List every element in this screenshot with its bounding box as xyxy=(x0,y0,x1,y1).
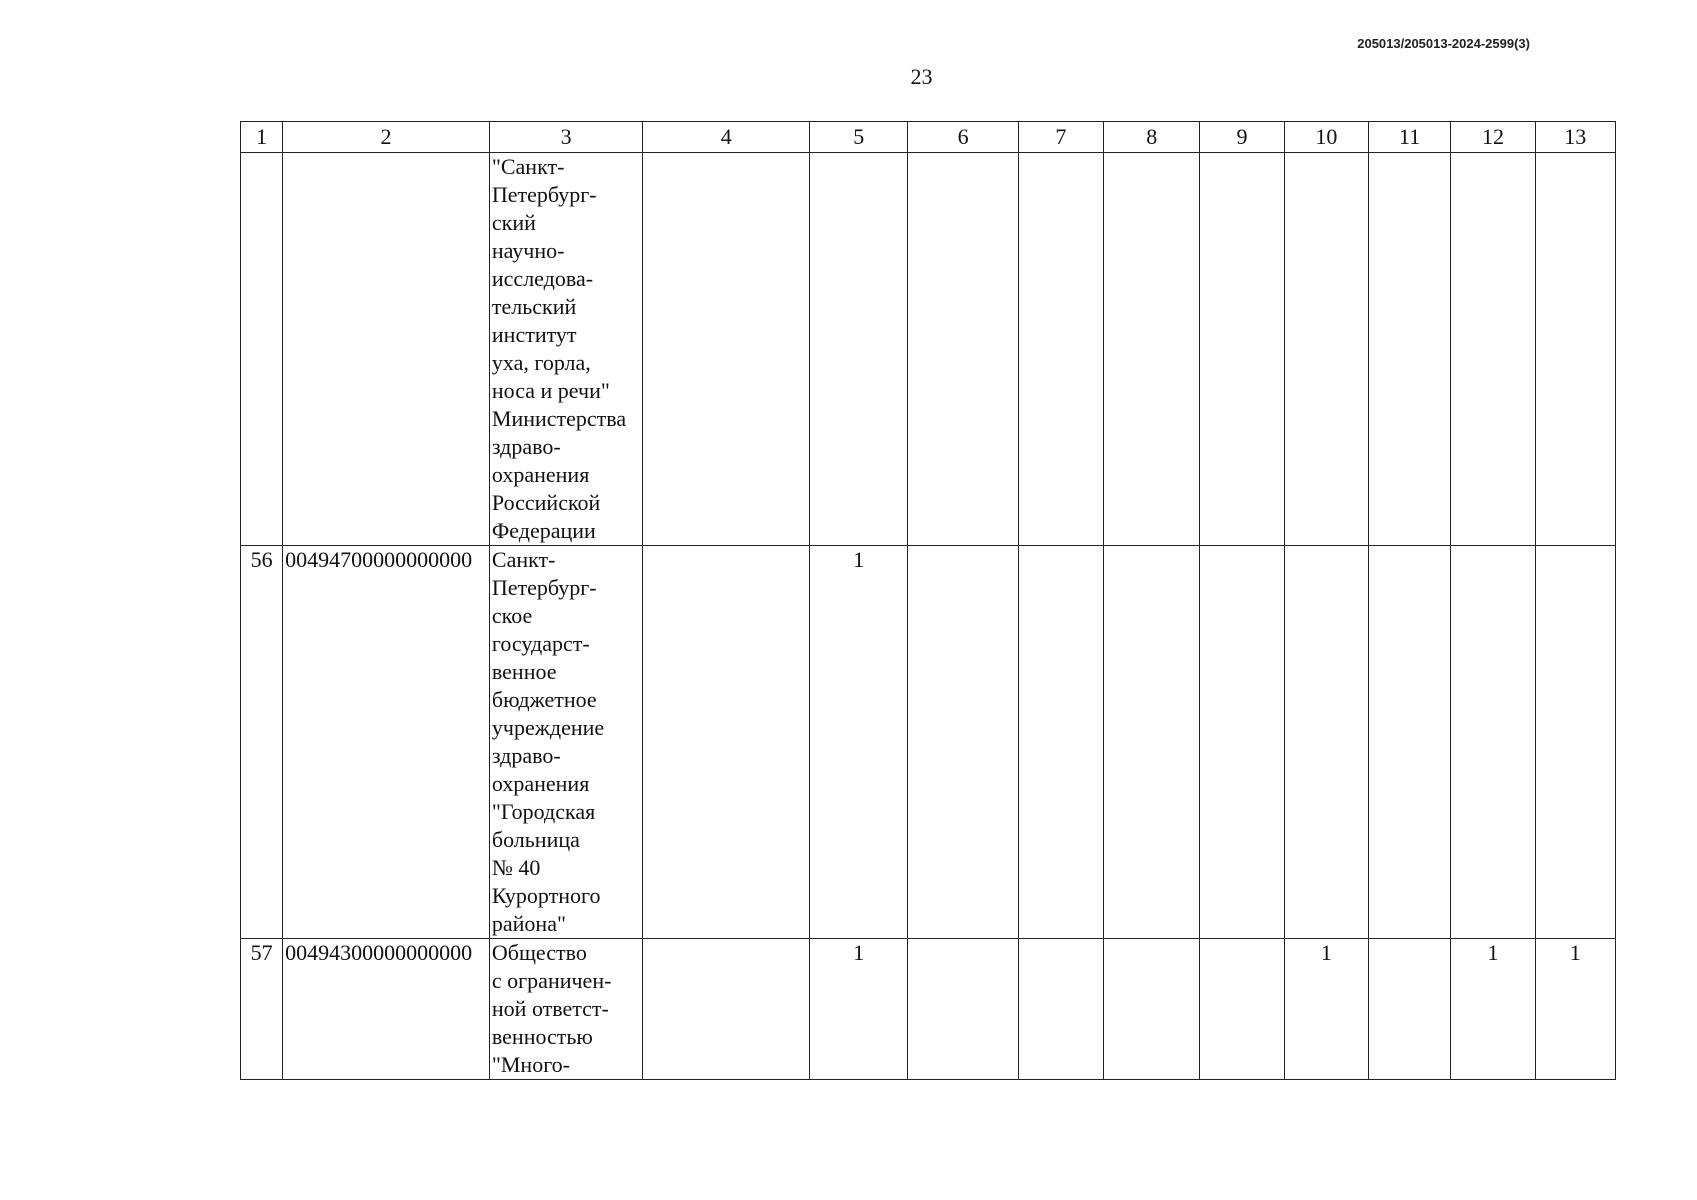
organization-name-line: государст- xyxy=(491,631,590,656)
value-cell-col-5 xyxy=(810,153,908,546)
value-cell-col-10 xyxy=(1284,153,1368,546)
value-cell-col-8 xyxy=(1104,153,1200,546)
value-cell-col-13: 1 xyxy=(1535,939,1615,1080)
value-cell-col-9 xyxy=(1200,546,1284,939)
organization-name-line: Курортного xyxy=(491,883,601,908)
value-cell-col-13 xyxy=(1535,153,1615,546)
organization-name-line: институт xyxy=(491,322,577,347)
row-number: 56 xyxy=(241,546,283,939)
organization-name-line: Санкт- xyxy=(491,547,556,572)
column-header: 3 xyxy=(489,122,643,153)
organization-name-line: здраво- xyxy=(491,434,561,459)
column-header: 12 xyxy=(1451,122,1535,153)
organization-name xyxy=(489,939,643,1080)
value-cell-col-6 xyxy=(908,939,1018,1080)
value-cell-col-11 xyxy=(1369,153,1451,546)
organization-code: 00494700000000000 xyxy=(283,546,490,939)
value-cell-col-12 xyxy=(1451,546,1535,939)
table-row xyxy=(241,939,1616,1080)
column-header: 4 xyxy=(643,122,810,153)
value-cell-col-8 xyxy=(1104,939,1200,1080)
column-header: 11 xyxy=(1369,122,1451,153)
organization-code: 00494300000000000 xyxy=(283,939,490,1080)
organization-name-line: уха, горла, xyxy=(491,350,591,375)
organization-name-line: Российской xyxy=(491,490,601,515)
organization-name-line: охранения xyxy=(491,771,590,796)
value-cell-col-9 xyxy=(1200,153,1284,546)
table-row xyxy=(241,153,1616,546)
value-cell-col-5: 1 xyxy=(810,546,908,939)
table-body xyxy=(241,153,1616,1080)
organization-name xyxy=(489,546,643,939)
organization-name-line: научно- xyxy=(491,238,565,263)
organization-name-line: района" xyxy=(491,911,566,936)
value-cell-col-7 xyxy=(1018,546,1103,939)
organization-code xyxy=(283,153,490,546)
organization-name-line: с ограничен- xyxy=(491,968,612,993)
value-cell-col-6 xyxy=(908,546,1018,939)
organization-name-line: учреждение xyxy=(491,715,605,740)
data-table xyxy=(240,121,1616,1080)
organization-name-line: венностью xyxy=(491,1024,593,1049)
page-number-text: 23 xyxy=(910,64,933,89)
organization-name-line: ское xyxy=(491,603,533,628)
organization-name-line: венное xyxy=(491,659,557,684)
column-header: 10 xyxy=(1284,122,1368,153)
organization-name-line: ский xyxy=(491,210,536,235)
header-row xyxy=(241,122,1616,153)
organization-name-line: больница xyxy=(491,827,580,852)
organization-name xyxy=(489,153,643,546)
value-cell-col-10: 1 xyxy=(1284,939,1368,1080)
value-cell-col-13 xyxy=(1535,546,1615,939)
table-row xyxy=(241,546,1616,939)
column-header: 1 xyxy=(241,122,283,153)
value-cell-col-8 xyxy=(1104,546,1200,939)
organization-name-line: Федерации xyxy=(491,518,596,543)
organization-name-line: носа и речи" xyxy=(491,378,610,403)
organization-name-line: тельский xyxy=(491,294,577,319)
organization-name-line: "Много- xyxy=(491,1052,571,1077)
value-cell-col-7 xyxy=(1018,153,1103,546)
value-cell-col-5: 1 xyxy=(810,939,908,1080)
column-header: 2 xyxy=(283,122,490,153)
organization-name-line: Петербург- xyxy=(491,182,597,207)
organization-name-line: "Санкт- xyxy=(491,154,565,179)
organization-name-line: здраво- xyxy=(491,743,561,768)
organization-name-line: бюджетное xyxy=(491,687,597,712)
value-cell-col-7 xyxy=(1018,939,1103,1080)
row-number xyxy=(241,153,283,546)
organization-name-line: исследова- xyxy=(491,266,594,291)
organization-name-line: ной ответст- xyxy=(491,996,609,1021)
value-cell-col-9 xyxy=(1200,939,1284,1080)
value-cell-col-4 xyxy=(643,153,810,546)
value-cell-col-11 xyxy=(1369,546,1451,939)
row-number: 57 xyxy=(241,939,283,1080)
organization-name-line: охранения xyxy=(491,462,590,487)
organization-name-line: № 40 xyxy=(491,855,541,880)
column-header: 9 xyxy=(1200,122,1284,153)
page-number xyxy=(0,64,1697,90)
organization-name-line: Петербург- xyxy=(491,575,597,600)
value-cell-col-11 xyxy=(1369,939,1451,1080)
value-cell-col-12: 1 xyxy=(1451,939,1535,1080)
organization-name-line: "Городская xyxy=(491,799,596,824)
column-header: 5 xyxy=(810,122,908,153)
column-header: 6 xyxy=(908,122,1018,153)
column-header: 7 xyxy=(1018,122,1103,153)
organization-name-line: Общество xyxy=(491,940,587,965)
value-cell-col-4 xyxy=(643,939,810,1080)
value-cell-col-6 xyxy=(908,153,1018,546)
value-cell-col-4 xyxy=(643,546,810,939)
organization-name-line: Министерства xyxy=(491,406,627,431)
value-cell-col-10 xyxy=(1284,546,1368,939)
column-header: 8 xyxy=(1104,122,1200,153)
value-cell-col-12 xyxy=(1451,153,1535,546)
document-id: 205013/205013-2024-2599(3) xyxy=(1357,36,1530,51)
column-header: 13 xyxy=(1535,122,1615,153)
